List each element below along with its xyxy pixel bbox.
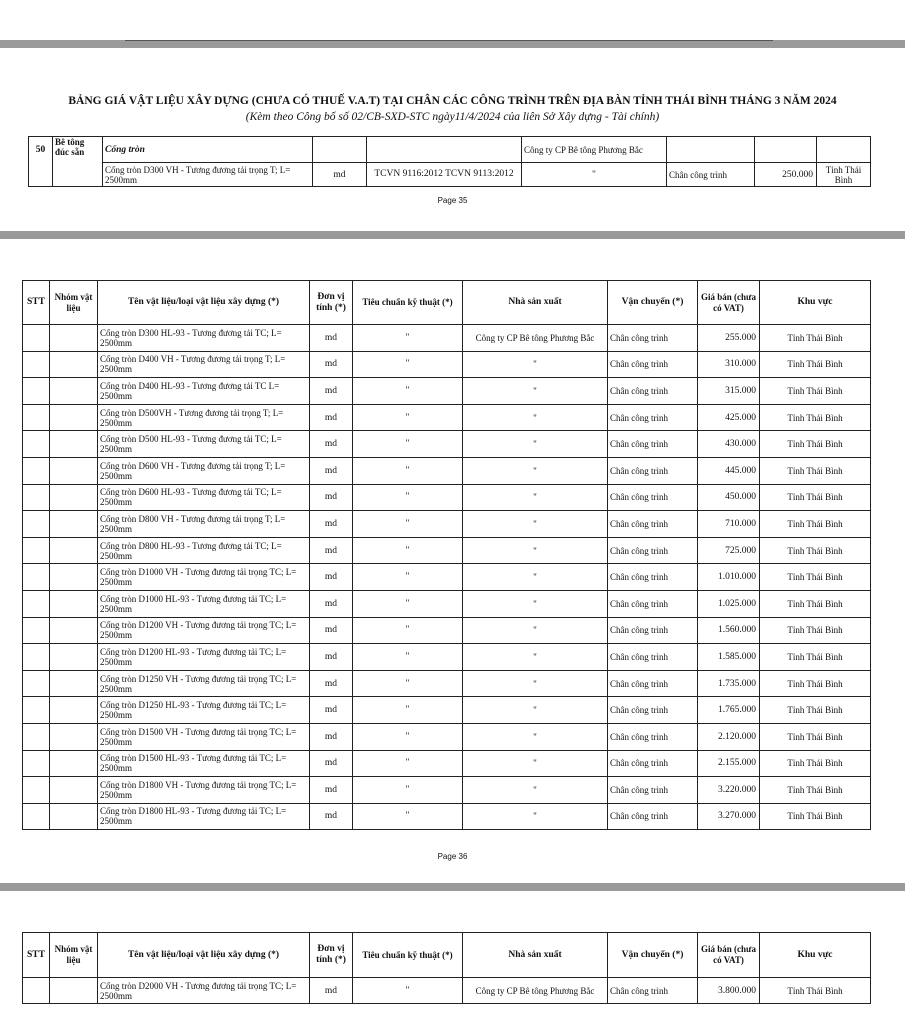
material-name: Cống tròn D1200 HL-93 - Tương đương tải TC; L= 2500mm xyxy=(98,644,310,671)
unit-cell: md xyxy=(310,978,353,1004)
standard-cell: " xyxy=(353,670,463,697)
group-cell xyxy=(50,484,98,511)
table-row xyxy=(23,697,871,724)
unit-cell: md xyxy=(310,723,353,750)
group-cell xyxy=(50,644,98,671)
standard-cell: " xyxy=(353,644,463,671)
maker-cell: " xyxy=(463,803,608,830)
stt-cell xyxy=(23,803,50,830)
material-name: Cống tròn D1000 HL-93 - Tương đương tải TC; L= 2500mm xyxy=(98,590,310,617)
stt-cell xyxy=(23,378,50,405)
table-row xyxy=(23,617,871,644)
table-row xyxy=(23,404,871,431)
region-cell: Tỉnh Thái Bình xyxy=(760,378,871,405)
stt-cell xyxy=(23,644,50,671)
table-row xyxy=(23,978,871,1004)
header-group: Nhóm vật liệu xyxy=(50,281,98,325)
unit-cell: md xyxy=(310,803,353,830)
group-cell xyxy=(50,325,98,352)
transport-cell: Chân công trình xyxy=(608,564,698,591)
standard-cell: " xyxy=(353,617,463,644)
maker-cell: " xyxy=(463,590,608,617)
maker-cell: " xyxy=(463,404,608,431)
transport-cell: Chân công trình xyxy=(608,723,698,750)
region-cell: Tỉnh Thái Bình xyxy=(760,351,871,378)
stt-cell xyxy=(23,537,50,564)
price-table-page35 xyxy=(28,136,871,187)
page-separator xyxy=(0,883,905,891)
unit-cell: md xyxy=(310,325,353,352)
header-standard: Tiêu chuẩn kỹ thuật (*) xyxy=(353,281,463,325)
unit-cell: md xyxy=(310,777,353,804)
region-cell: Tỉnh Thái Bình xyxy=(817,163,871,187)
maker-cell: " xyxy=(463,351,608,378)
stt-cell xyxy=(23,723,50,750)
maker-cell: " xyxy=(463,457,608,484)
price-cell: 310.000 xyxy=(698,351,760,378)
material-name: Cống tròn D1800 VH - Tương đương tải trọng TC; L= 2500mm xyxy=(98,777,310,804)
material-name: Cống tròn D1250 VH - Tương đương tải trọng TC; L= 2500mm xyxy=(98,670,310,697)
standard-cell: " xyxy=(353,457,463,484)
stt-cell xyxy=(23,777,50,804)
empty-cell xyxy=(667,137,755,163)
maker-cell: " xyxy=(463,617,608,644)
transport-cell: Chân công trình xyxy=(608,750,698,777)
stt-cell xyxy=(23,617,50,644)
header-name: Tên vật liệu/loại vật liệu xây dựng (*) xyxy=(98,933,310,978)
group-cell xyxy=(50,511,98,538)
region-cell: Tỉnh Thái Bình xyxy=(760,750,871,777)
page-separator xyxy=(0,40,905,48)
header-maker: Nhà sản xuất xyxy=(463,281,608,325)
standard-cell: " xyxy=(353,351,463,378)
header-transport: Vận chuyển (*) xyxy=(608,281,698,325)
table-body xyxy=(23,978,871,1004)
group-cell xyxy=(50,351,98,378)
transport-cell: Chân công trình xyxy=(608,777,698,804)
price-cell: 3.800.000 xyxy=(698,978,760,1004)
transport-cell: Chân công trình xyxy=(608,351,698,378)
group-cell xyxy=(50,723,98,750)
unit-cell: md xyxy=(310,697,353,724)
table-row xyxy=(23,750,871,777)
stt-cell xyxy=(23,670,50,697)
price-cell: 710.000 xyxy=(698,511,760,538)
maker-cell: " xyxy=(463,431,608,458)
transport-cell: Chân công trình xyxy=(608,803,698,830)
unit-cell: md xyxy=(310,484,353,511)
standard-cell: " xyxy=(353,697,463,724)
maker-cell: " xyxy=(463,723,608,750)
standard-cell: " xyxy=(353,564,463,591)
region-cell: Tỉnh Thái Bình xyxy=(760,777,871,804)
group-cell xyxy=(50,431,98,458)
price-cell: 2.120.000 xyxy=(698,723,760,750)
transport-cell: Chân công trình xyxy=(608,484,698,511)
material-name: Cống tròn D1250 HL-93 - Tương đương tải TC; L= 2500mm xyxy=(98,697,310,724)
table-row xyxy=(23,431,871,458)
maker-cell: Công ty CP Bê tông Phương Bắc xyxy=(463,325,608,352)
region-cell: Tỉnh Thái Bình xyxy=(760,803,871,830)
unit-cell: md xyxy=(310,750,353,777)
region-cell: Tỉnh Thái Bình xyxy=(760,697,871,724)
group-cell xyxy=(50,537,98,564)
maker-cell: " xyxy=(463,564,608,591)
region-cell: Tỉnh Thái Bình xyxy=(760,978,871,1004)
group-cell xyxy=(50,457,98,484)
stt-cell xyxy=(23,457,50,484)
header-name: Tên vật liệu/loại vật liệu xây dựng (*) xyxy=(98,281,310,325)
price-cell: 1.025.000 xyxy=(698,590,760,617)
price-cell: 250.000 xyxy=(755,163,817,187)
empty-cell xyxy=(313,137,367,163)
transport-cell: Chân công trình xyxy=(608,404,698,431)
header-unit: Đơn vị tính (*) xyxy=(310,933,353,978)
document-subtitle: (Kèm theo Công bố số 02/CB-SXD-STC ngày11/4/2024 của liên Sở Xây dựng - Tài chính) xyxy=(245,111,660,123)
unit-cell: md xyxy=(310,537,353,564)
price-cell: 3.270.000 xyxy=(698,803,760,830)
stt-cell xyxy=(23,484,50,511)
stt-cell xyxy=(23,511,50,538)
group-cell: Bê tông đúc sẵn xyxy=(53,137,103,187)
material-name: Cống tròn D800 VH - Tương đương tải trọng T; L= 2500mm xyxy=(98,511,310,538)
header-stt: STT xyxy=(23,281,50,325)
price-cell: 1.735.000 xyxy=(698,670,760,697)
stt-cell xyxy=(23,590,50,617)
standard-cell: " xyxy=(353,378,463,405)
maker-cell: " xyxy=(463,537,608,564)
transport-cell: Chân công trình xyxy=(608,978,698,1004)
maker-cell: " xyxy=(463,670,608,697)
material-name: Cống tròn D1800 HL-93 - Tương đương tải TC; L= 2500mm xyxy=(98,803,310,830)
material-name: Cống tròn D400 HL-93 - Tương đương tải TC L= 2500mm xyxy=(98,378,310,405)
transport-cell: Chân công trình xyxy=(608,670,698,697)
region-cell: Tỉnh Thái Bình xyxy=(760,511,871,538)
price-cell: 255.000 xyxy=(698,325,760,352)
standard-cell: TCVN 9116:2012 TCVN 9113:2012 xyxy=(367,163,522,187)
page-number: Page 36 xyxy=(437,852,468,861)
unit-cell: md xyxy=(310,590,353,617)
region-cell: Tỉnh Thái Bình xyxy=(760,404,871,431)
stt-cell xyxy=(23,351,50,378)
group-cell xyxy=(50,777,98,804)
header-standard: Tiêu chuẩn kỹ thuật (*) xyxy=(353,933,463,978)
group-cell xyxy=(50,697,98,724)
price-cell: 425.000 xyxy=(698,404,760,431)
table-row xyxy=(23,537,871,564)
standard-cell: " xyxy=(353,590,463,617)
stt-cell xyxy=(23,750,50,777)
standard-cell: " xyxy=(353,511,463,538)
table-row xyxy=(23,644,871,671)
stt-cell xyxy=(23,564,50,591)
material-name: Cống tròn D1200 VH - Tương đương tải trọng TC; L= 2500mm xyxy=(98,617,310,644)
price-cell: 3.220.000 xyxy=(698,777,760,804)
group-cell xyxy=(50,670,98,697)
material-name: Cống tròn D1500 VH - Tương đương tải trọng TC; L= 2500mm xyxy=(98,723,310,750)
stt-cell xyxy=(23,431,50,458)
unit-cell: md xyxy=(310,457,353,484)
table-row xyxy=(23,325,871,352)
header-group: Nhóm vật liệu xyxy=(50,933,98,978)
standard-cell: " xyxy=(353,537,463,564)
region-cell: Tỉnh Thái Bình xyxy=(760,670,871,697)
group-cell xyxy=(50,978,98,1004)
maker-cell: " xyxy=(463,777,608,804)
group-cell xyxy=(50,803,98,830)
transport-cell: Chân công trình xyxy=(608,378,698,405)
group-cell xyxy=(50,590,98,617)
region-cell: Tỉnh Thái Bình xyxy=(760,590,871,617)
standard-cell: " xyxy=(353,404,463,431)
group-cell xyxy=(50,564,98,591)
region-cell: Tỉnh Thái Bình xyxy=(760,325,871,352)
stt-cell xyxy=(23,404,50,431)
price-cell: 1.560.000 xyxy=(698,617,760,644)
material-name: Cống tròn D1000 VH - Tương đương tải trọng TC; L= 2500mm xyxy=(98,564,310,591)
region-cell: Tỉnh Thái Bình xyxy=(760,644,871,671)
standard-cell: " xyxy=(353,803,463,830)
standard-cell: " xyxy=(353,325,463,352)
price-cell: 1.585.000 xyxy=(698,644,760,671)
price-cell: 1.765.000 xyxy=(698,697,760,724)
page-number: Page 35 xyxy=(437,196,468,205)
unit-cell: md xyxy=(310,378,353,405)
material-name: Cống tròn D600 HL-93 - Tương đương tải TC; L= 2500mm xyxy=(98,484,310,511)
region-cell: Tỉnh Thái Bình xyxy=(760,723,871,750)
group-cell xyxy=(50,404,98,431)
material-name: Cống tròn D600 VH - Tương đương tải trọng T; L= 2500mm xyxy=(98,457,310,484)
table-row xyxy=(23,378,871,405)
stt-cell: 50 xyxy=(29,137,53,187)
header-transport: Vận chuyển (*) xyxy=(608,933,698,978)
price-cell: 1.010.000 xyxy=(698,564,760,591)
unit-cell: md xyxy=(310,564,353,591)
maker-cell: " xyxy=(463,697,608,724)
standard-cell: " xyxy=(353,750,463,777)
table-row xyxy=(23,777,871,804)
page-separator xyxy=(0,231,905,239)
group-cell xyxy=(50,617,98,644)
transport-cell: Chân công trình xyxy=(608,511,698,538)
maker-cell: " xyxy=(522,163,667,187)
transport-cell: Chân công trình xyxy=(608,537,698,564)
unit-cell: md xyxy=(310,511,353,538)
region-cell: Tỉnh Thái Bình xyxy=(760,484,871,511)
maker-cell: " xyxy=(463,644,608,671)
maker-cell: Công ty CP Bê tông Phương Bắc xyxy=(463,978,608,1004)
maker-cell: " xyxy=(463,378,608,405)
header-region: Khu vực xyxy=(760,281,871,325)
transport-cell: Chân công trình xyxy=(608,617,698,644)
material-name: Cống tròn D300 HL-93 - Tương đương tải TC; L= 2500mm xyxy=(98,325,310,352)
unit-cell: md xyxy=(310,670,353,697)
maker-cell: " xyxy=(463,750,608,777)
header-maker: Nhà sản xuất xyxy=(463,933,608,978)
transport-cell: Chân công trình xyxy=(608,644,698,671)
empty-cell xyxy=(817,137,871,163)
table-row xyxy=(23,590,871,617)
transport-cell: Chân công trình xyxy=(608,325,698,352)
region-cell: Tỉnh Thái Bình xyxy=(760,617,871,644)
transport-cell: Chân công trình xyxy=(608,590,698,617)
table-row xyxy=(23,484,871,511)
price-cell: 725.000 xyxy=(698,537,760,564)
standard-cell: " xyxy=(353,777,463,804)
stt-cell xyxy=(23,325,50,352)
unit-cell: md xyxy=(310,431,353,458)
maker-cell: " xyxy=(463,511,608,538)
standard-cell: " xyxy=(353,723,463,750)
material-name: Cống tròn D400 VH - Tương đương tải trọng T; L= 2500mm xyxy=(98,351,310,378)
price-cell: 2.155.000 xyxy=(698,750,760,777)
header-price: Giá bán (chưa có VAT) xyxy=(698,933,760,978)
unit-cell: md xyxy=(310,617,353,644)
header-region: Khu vực xyxy=(760,933,871,978)
standard-cell: " xyxy=(353,484,463,511)
table-row xyxy=(23,457,871,484)
material-name: Cống tròn D300 VH - Tương đương tải trọng T; L= 2500mm xyxy=(103,163,313,187)
table-body xyxy=(23,325,871,830)
region-cell: Tỉnh Thái Bình xyxy=(760,537,871,564)
transport-cell: Chân công trình xyxy=(667,163,755,187)
empty-cell xyxy=(755,137,817,163)
table-row xyxy=(23,351,871,378)
unit-cell: md xyxy=(313,163,367,187)
material-name: Cống tròn D500VH - Tương đương tải trọng T; L= 2500mm xyxy=(98,404,310,431)
header-price: Giá bán (chưa có VAT) xyxy=(698,281,760,325)
empty-cell xyxy=(367,137,522,163)
group-cell xyxy=(50,378,98,405)
unit-cell: md xyxy=(310,644,353,671)
table-row xyxy=(23,511,871,538)
header-unit: Đơn vị tính (*) xyxy=(310,281,353,325)
price-cell: 445.000 xyxy=(698,457,760,484)
stt-cell xyxy=(23,697,50,724)
maker-cell: " xyxy=(463,484,608,511)
standard-cell: " xyxy=(353,978,463,1004)
transport-cell: Chân công trình xyxy=(608,457,698,484)
region-cell: Tỉnh Thái Bình xyxy=(760,431,871,458)
document-title: BẢNG GIÁ VẬT LIỆU XÂY DỰNG (CHƯA CÓ THUẾ V.A.T) TẠI CHÂN CÁC CÔNG TRÌNH TRÊN ĐỊA BÀN TỈNH THÁI BÌNH THÁNG 3 NĂM 2024 xyxy=(68,95,837,107)
transport-cell: Chân công trình xyxy=(608,431,698,458)
material-name: Cống tròn D800 HL-93 - Tương đương tải TC; L= 2500mm xyxy=(98,537,310,564)
price-cell: 430.000 xyxy=(698,431,760,458)
table-row xyxy=(23,670,871,697)
page-top-rule xyxy=(125,40,773,41)
price-table-page36 xyxy=(22,280,871,830)
maker-header-cell: Công ty CP Bê tông Phương Bắc xyxy=(522,137,667,163)
header-stt: STT xyxy=(23,933,50,978)
group-cell xyxy=(50,750,98,777)
material-name: Cống tròn D1500 HL-93 - Tương đương tải TC; L= 2500mm xyxy=(98,750,310,777)
price-table-page37 xyxy=(22,932,871,1004)
table-row xyxy=(23,723,871,750)
material-name: Cống tròn D2000 VH - Tương đương tải trọng TC; L= 2500mm xyxy=(98,978,310,1004)
price-cell: 315.000 xyxy=(698,378,760,405)
region-cell: Tỉnh Thái Bình xyxy=(760,564,871,591)
subgroup-cell: Cống tròn xyxy=(103,137,313,163)
standard-cell: " xyxy=(353,431,463,458)
table-row xyxy=(23,803,871,830)
table-row xyxy=(23,564,871,591)
price-cell: 450.000 xyxy=(698,484,760,511)
stt-cell xyxy=(23,978,50,1004)
unit-cell: md xyxy=(310,351,353,378)
transport-cell: Chân công trình xyxy=(608,697,698,724)
unit-cell: md xyxy=(310,404,353,431)
material-name: Cống tròn D500 HL-93 - Tương đương tải TC; L= 2500mm xyxy=(98,431,310,458)
region-cell: Tỉnh Thái Bình xyxy=(760,457,871,484)
